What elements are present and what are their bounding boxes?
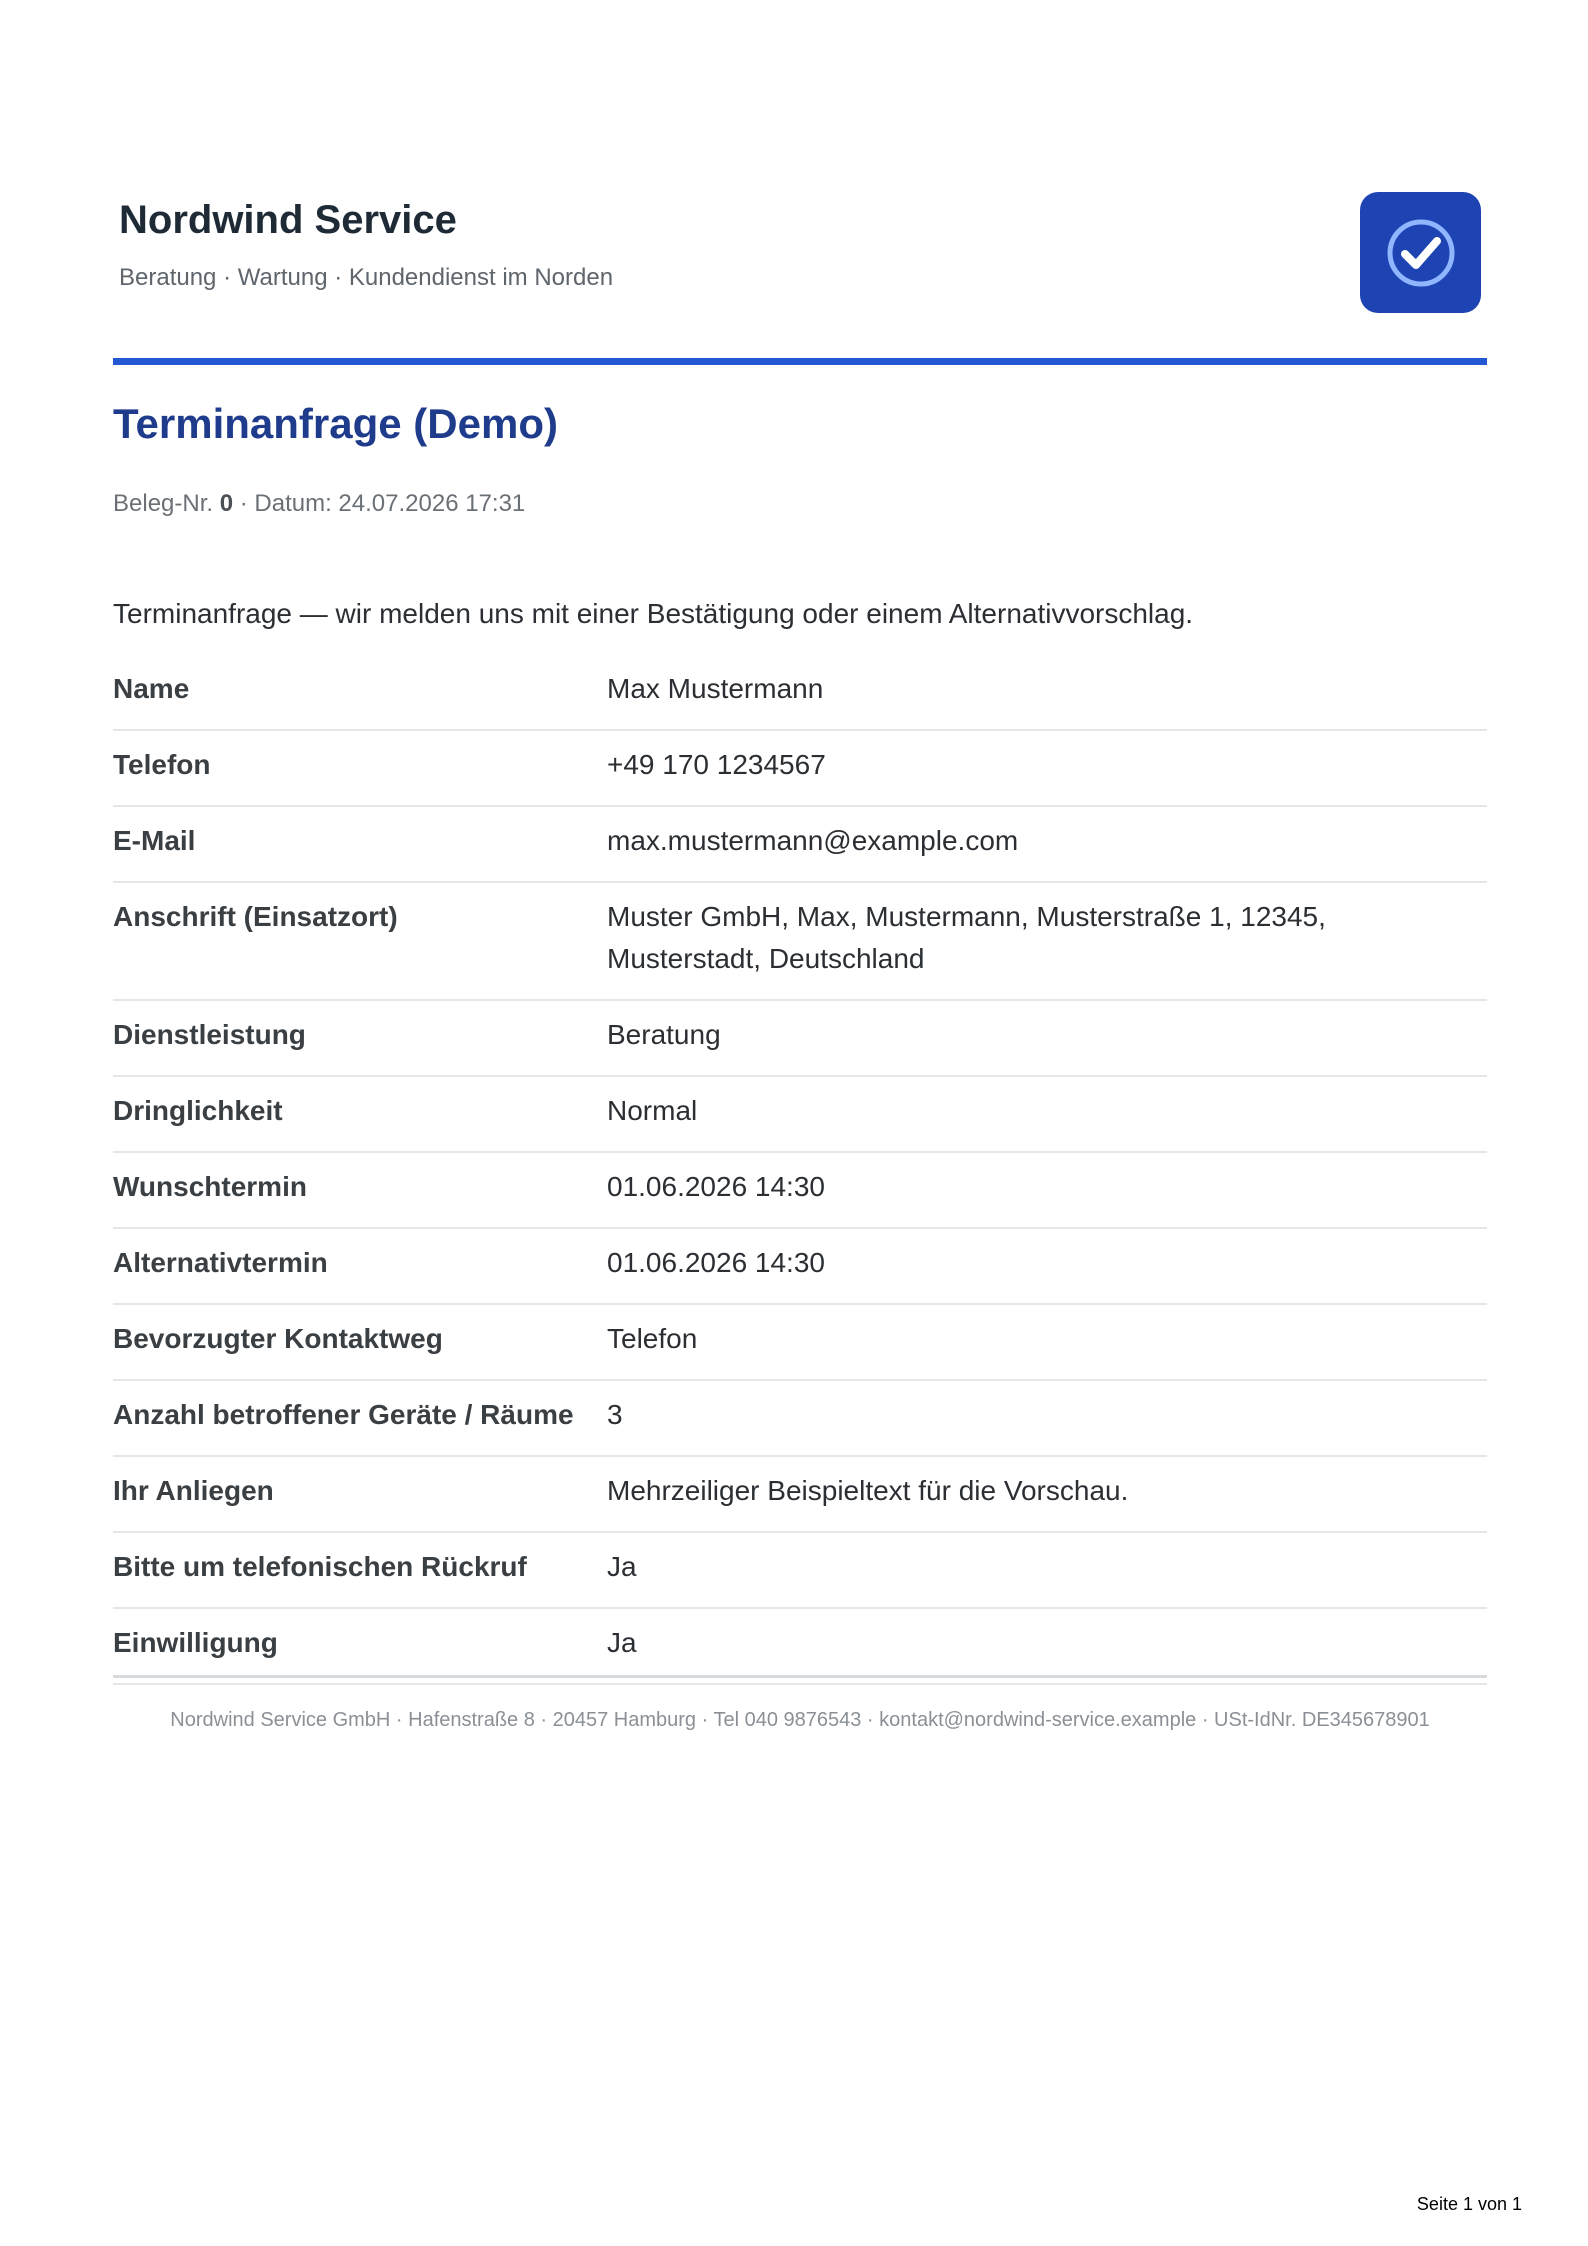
- field-label: Bevorzugter Kontaktweg: [113, 1323, 443, 1354]
- field-value: Ja: [607, 1627, 637, 1658]
- field-label: Alternativtermin: [113, 1247, 328, 1278]
- field-label: Anzahl betroffener Geräte / Räume: [113, 1399, 574, 1430]
- footer-divider: [113, 1675, 1487, 1678]
- table-row: [113, 1153, 1487, 1229]
- receipt-label: Beleg-Nr.: [113, 490, 214, 517]
- table-row: [113, 731, 1487, 807]
- field-value: max.mustermann@example.com: [607, 825, 1019, 856]
- request-details-table: [113, 655, 1487, 1685]
- table-row: [113, 1077, 1487, 1153]
- table-row: [113, 1381, 1487, 1457]
- receipt-number: 0: [219, 490, 234, 517]
- document-header: [113, 190, 1487, 360]
- field-value: Ja: [607, 1551, 637, 1582]
- field-value-line: Muster GmbH, Max, Mustermann, Musterstraße 1, 12345,: [607, 901, 1326, 932]
- field-value-line: Musterstadt, Deutschland: [607, 943, 925, 974]
- document-meta: [113, 490, 525, 518]
- document-date: · Datum: 24.07.2026 17:31: [239, 490, 526, 517]
- table-row: [113, 1609, 1487, 1685]
- field-label: Wunschtermin: [113, 1171, 307, 1202]
- field-value: +49 170 1234567: [607, 749, 826, 780]
- table-row: [113, 1305, 1487, 1381]
- company-tagline: Beratung · Wartung · Kundendienst im Norden: [119, 264, 614, 291]
- table-row: [113, 1229, 1487, 1305]
- page-number: Seite 1 von 1: [1416, 2194, 1522, 2214]
- table-row: [113, 1457, 1487, 1533]
- field-value: Max Mustermann: [607, 673, 824, 704]
- table-row: [113, 655, 1487, 731]
- field-label: Dringlichkeit: [113, 1095, 283, 1126]
- intro-text: Terminanfrage — wir melden uns mit einer Bestätigung oder einem Alternativvorschlag.: [113, 598, 1194, 629]
- field-label: Dienstleistung: [113, 1019, 306, 1050]
- document-title: Terminanfrage (Demo): [113, 400, 558, 447]
- field-value: Normal: [607, 1095, 698, 1126]
- field-label: E-Mail: [113, 825, 196, 856]
- field-value: Beratung: [607, 1019, 721, 1050]
- field-value: Telefon: [607, 1323, 698, 1354]
- field-value: [607, 896, 1487, 980]
- company-logo: [1360, 192, 1481, 313]
- table-row: [113, 883, 1487, 1001]
- field-label: Name: [113, 673, 190, 704]
- footer-company-info: Nordwind Service GmbH · Hafenstraße 8 · 20457 Hamburg · Tel 040 9876543 · kontakt@nordwind-service.example · USt-IdNr. DE345678901: [170, 1709, 1430, 1731]
- company-name: Nordwind Service: [119, 198, 457, 242]
- field-label: Bitte um telefonischen Rückruf: [113, 1551, 527, 1582]
- field-label: Telefon: [113, 749, 211, 780]
- check-circle-icon: [1384, 216, 1458, 290]
- field-label: Anschrift (Einsatzort): [113, 901, 398, 932]
- field-value: 01.06.2026 14:30: [607, 1247, 825, 1278]
- field-value: 01.06.2026 14:30: [607, 1171, 825, 1202]
- field-value: 3: [607, 1399, 623, 1430]
- table-row: [113, 1001, 1487, 1077]
- field-value: Mehrzeiliger Beispieltext für die Vorschau.: [607, 1475, 1129, 1506]
- table-row: [113, 1533, 1487, 1609]
- header-divider: [113, 358, 1487, 365]
- field-label: Ihr Anliegen: [113, 1475, 274, 1506]
- table-row: [113, 807, 1487, 883]
- field-label: Einwilligung: [113, 1627, 278, 1658]
